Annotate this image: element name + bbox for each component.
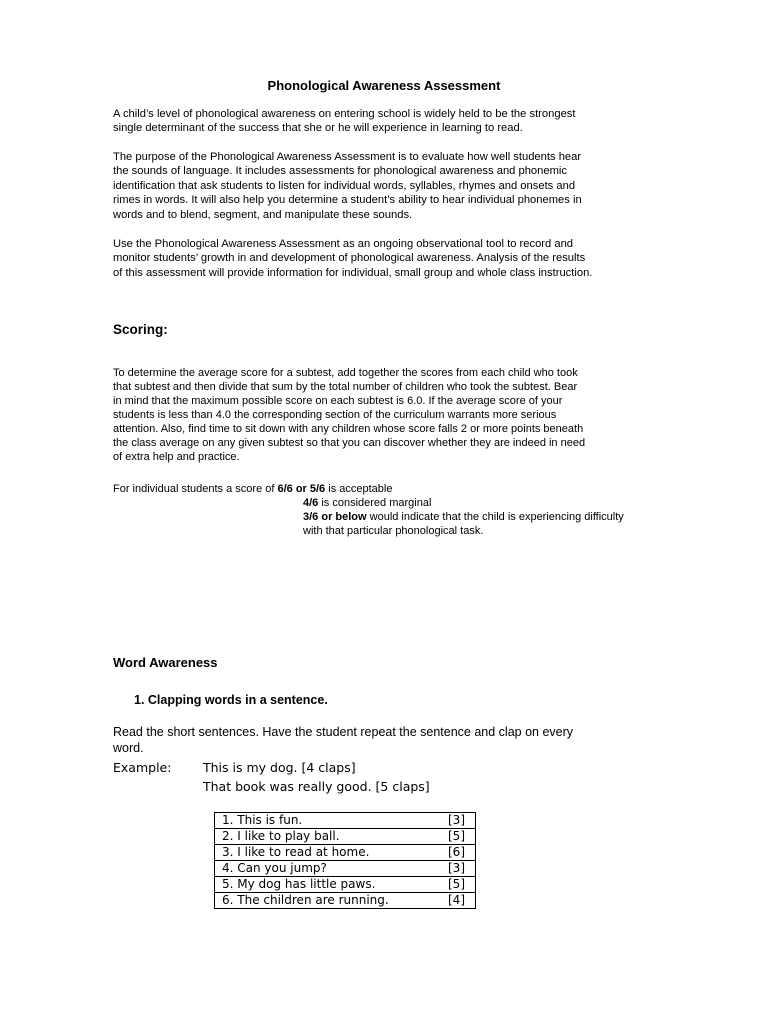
example-label: Example: — [113, 760, 172, 775]
scoring-heading: Scoring: — [113, 322, 168, 337]
word-awareness-heading: Word Awareness — [113, 655, 218, 670]
text-line: single determinant of the success that she or he will experience in learning to read. — [113, 122, 523, 135]
individual-prefix: For individual students a score of — [113, 483, 278, 495]
table-row — [215, 861, 476, 877]
marginal-text: is considered marginal — [318, 497, 432, 509]
text-line: Use the Phonological Awareness Assessment as an ongoing observational tool to record and — [113, 238, 574, 250]
instructions — [113, 725, 633, 756]
text-line: word. — [113, 740, 144, 755]
text-line: of this assessment will provide information for individual, small group and whole class instruction. — [113, 266, 593, 279]
example-line: This is my dog. [4 claps] — [203, 760, 356, 775]
table-row — [215, 845, 476, 861]
claps-cell: [3] — [432, 813, 475, 829]
sentence-cell: 5. My dog has little paws. — [215, 877, 433, 893]
scoring-paragraph — [113, 366, 653, 464]
acceptable-text: is acceptable — [325, 483, 393, 495]
table-row — [215, 893, 476, 909]
below-score-line-2: with that particular phonological task. — [303, 525, 484, 537]
sentence-cell: 2. I like to play ball. — [215, 829, 433, 845]
sentence-cell: 4. Can you jump? — [215, 861, 433, 877]
text-line: the class average on any given subtest so that you can discover whether they are indeed in need — [113, 437, 586, 449]
table-row — [215, 813, 476, 829]
text-line: the sounds of language. It includes assessments for phonological awareness and phonemic — [113, 165, 568, 178]
below-score-line — [303, 510, 624, 524]
page-title: Phonological Awareness Assessment — [267, 78, 501, 93]
text-line: attention. Also, find time to sit down with any children whose score falls 2 or more points beneath — [113, 423, 584, 435]
sentences-table — [214, 812, 476, 909]
below-score: 3/6 or below — [303, 511, 367, 523]
claps-cell: [5] — [432, 877, 475, 893]
claps-cell: [6] — [432, 845, 475, 861]
claps-cell: [3] — [432, 861, 475, 877]
text-line: The purpose of the Phonological Awareness Assessment is to evaluate how well students hear — [113, 151, 582, 163]
below-text: would indicate that the child is experiencing difficulty — [366, 511, 624, 523]
table-row — [215, 877, 476, 893]
sentence-cell: 1. This is fun. — [215, 813, 433, 829]
text-line: words and to blend, segment, and manipulate these sounds. — [113, 208, 413, 221]
text-line: students is less than 4.0 the corresponding section of the curriculum warrants more serious — [113, 409, 557, 421]
example-line: That book was really good. [5 claps] — [203, 779, 430, 794]
text-line: A child’s level of phonological awareness on entering school is widely held to be the strongest — [113, 108, 576, 120]
claps-cell: [5] — [432, 829, 475, 845]
text-line: in mind that the maximum possible score on each subtest is 6.0. If the average score of your — [113, 395, 563, 407]
intro-paragraph-1 — [113, 107, 653, 136]
text-line: identification that ask students to listen for individual words, syllables, rhymes and onsets and — [113, 179, 576, 192]
acceptable-score: 6/6 or 5/6 — [277, 483, 326, 495]
text-line: rimes in words. It will also help you determine a student’s ability to hear individual phonemes in — [113, 194, 582, 207]
text-line: To determine the average score for a subtest, add together the scores from each child who took — [113, 367, 578, 379]
sentence-cell: 3. I like to read at home. — [215, 845, 433, 861]
claps-cell: [4] — [432, 893, 475, 909]
text-line: Read the short sentences. Have the student repeat the sentence and clap on every — [113, 725, 574, 739]
individual-score-line — [113, 482, 392, 496]
intro-paragraph-3 — [113, 237, 653, 280]
clapping-words-heading: 1. Clapping words in a sentence. — [134, 693, 328, 707]
text-line: monitor students’ growth in and development of phonological awareness. Analysis of the results — [113, 252, 586, 265]
table-row — [215, 829, 476, 845]
marginal-score: 4/6 — [303, 497, 319, 509]
intro-paragraph-2 — [113, 150, 653, 222]
text-line: that subtest and then divide that sum by the total number of children who took the subtest. Bear — [113, 381, 578, 393]
text-line: of extra help and practice. — [113, 451, 240, 463]
sentence-cell: 6. The children are running. — [215, 893, 433, 909]
marginal-score-line — [303, 496, 431, 510]
